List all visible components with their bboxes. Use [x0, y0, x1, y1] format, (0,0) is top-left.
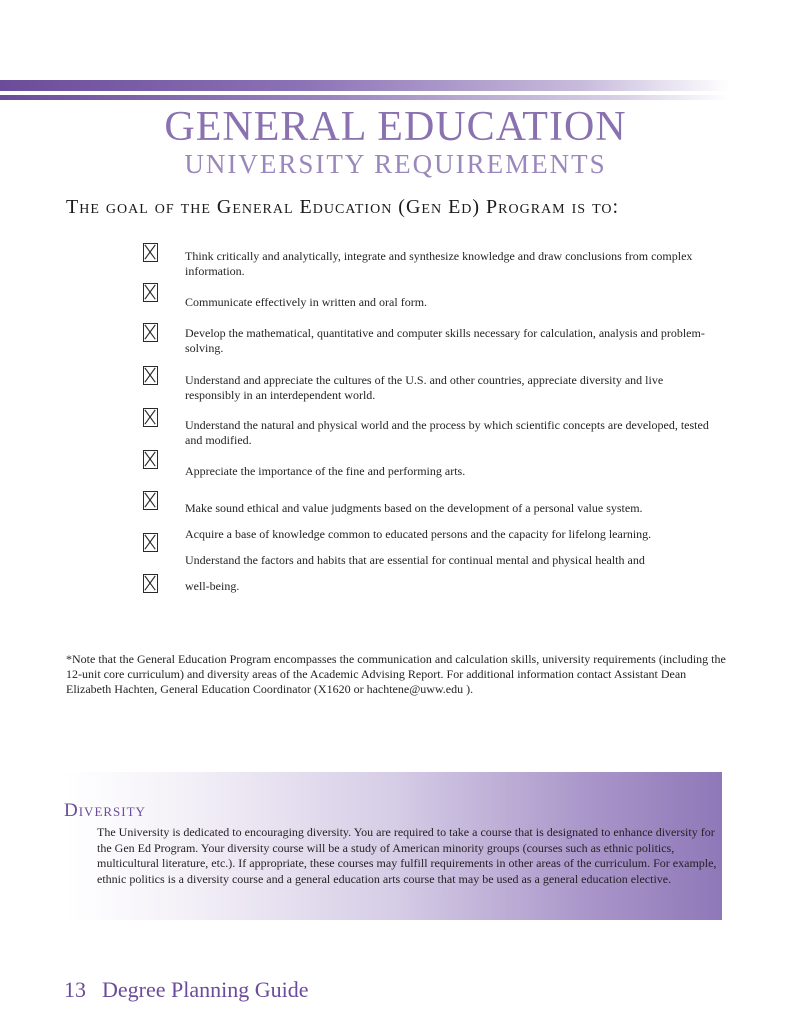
footer-title: Degree Planning Guide: [102, 977, 309, 1002]
goal-heading: The goal of the General Education (Gen Ed) Program is to:: [66, 196, 620, 218]
goal-item: Understand the natural and physical world and the process by which scientific concepts are developed, tested and modified.: [185, 418, 709, 447]
goal-item: Think critically and analytically, integrate and synthesize knowledge and draw conclusions from complex information.: [185, 249, 693, 278]
goal-item: Appreciate the importance of the fine and performing arts.: [185, 464, 466, 478]
checkbox-icon: [143, 533, 158, 552]
header-band-bottom: [0, 95, 730, 100]
diversity-heading: Diversity: [64, 800, 146, 821]
goal-item: Develop the mathematical, quantitative and computer skills necessary for calculation, analysis and problem-solving.: [185, 326, 705, 355]
goal-item: Make sound ethical and value judgments based on the development of a personal value system.: [185, 501, 643, 515]
program-note: *Note that the General Education Program encompasses the communication and calculation skills, university requirements (including the 12-unit core curriculum) and diversity areas of the Academic Advising Report. For additional information contact Assistant Dean Elizabeth Hachten, General Education Coordinator (X1620 or hachtene@uww.edu ).: [66, 652, 726, 696]
page-subtitle: UNIVERSITY REQUIREMENTS: [184, 149, 607, 179]
checkbox-icon: [143, 323, 158, 342]
checkbox-icon: [143, 574, 158, 593]
goal-item: Acquire a base of knowledge common to educated persons and the capacity for lifelong learning.: [185, 527, 652, 541]
checkbox-icon: [143, 491, 158, 510]
goal-item: well-being.: [185, 579, 240, 593]
goal-item: Understand the factors and habits that are essential for continual mental and physical health and: [185, 553, 645, 567]
checkbox-icon: [143, 450, 158, 469]
checkbox-icon: [143, 243, 158, 262]
goal-item: Understand and appreciate the cultures of the U.S. and other countries, appreciate diversity and live responsibly in an interdependent world.: [185, 373, 664, 402]
goal-item: Communicate effectively in written and oral form.: [185, 295, 428, 309]
header-band-top: [0, 80, 730, 91]
checkbox-icon: [143, 283, 158, 302]
checkbox-icon: [143, 366, 158, 385]
page-title: GENERAL EDUCATION: [164, 104, 627, 150]
page-number: 13: [64, 977, 86, 1002]
checkbox-icon: [143, 408, 158, 427]
diversity-body: The University is dedicated to encouraging diversity. You are required to take a course that is designated to enhance diversity for the Gen Ed Program. Your diversity course will be a study of American minority groups (courses such as ethnic politics, multicultural literature, etc.). If appropriate, these courses may fulfill requirements in other areas of the curriculum. For example, ethnic politics is a diversity course and a general education arts course that may be used as a general education elective.: [97, 825, 717, 886]
page-footer: [64, 977, 309, 1003]
